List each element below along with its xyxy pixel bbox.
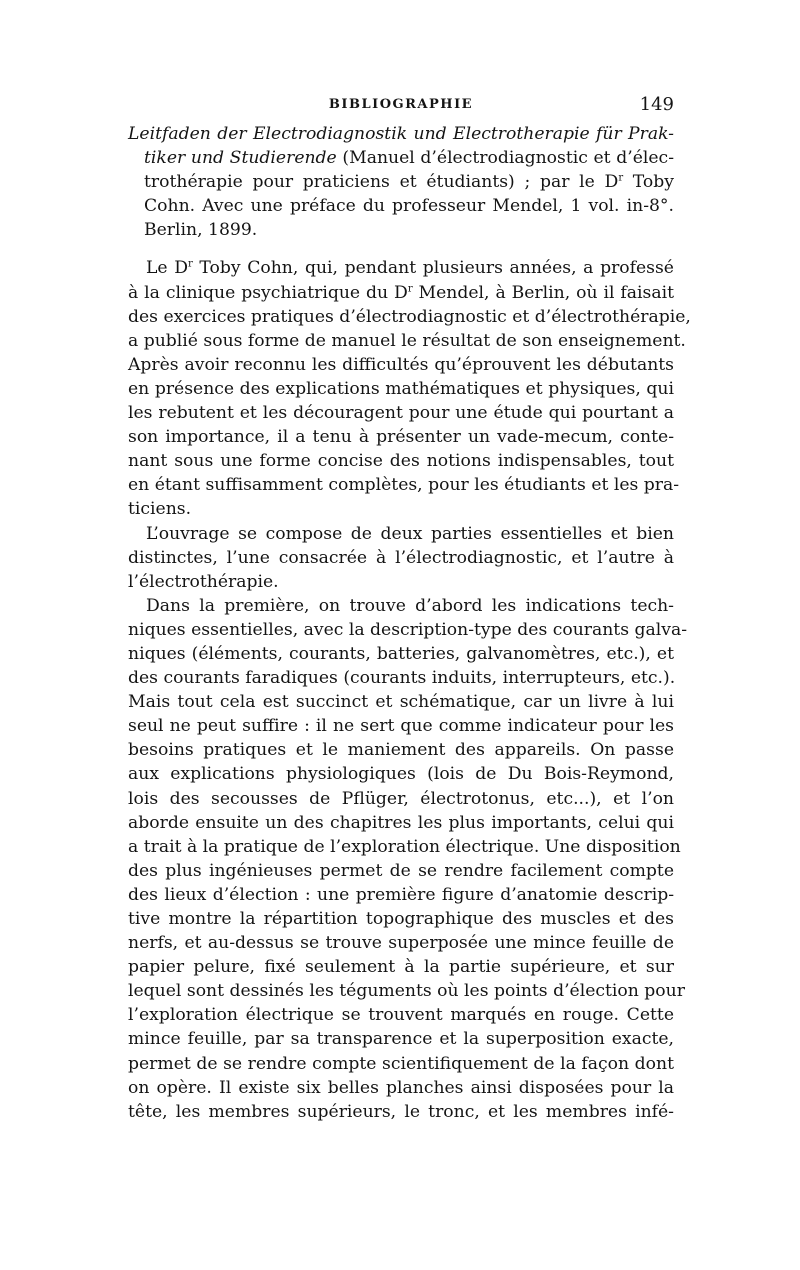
line-text: Toby [623,172,674,193]
text-line [128,497,674,521]
text-line [128,377,674,401]
spacer [128,242,674,256]
text-line [128,570,674,594]
text-line [128,594,674,618]
text-line [128,811,674,835]
text-line [128,146,674,170]
line-text: à la clinique psychiatrique du D [128,282,408,303]
text-line [128,907,674,931]
line-text: Après avoir reconnu les difficultés qu’éprouvent les débutants [128,354,674,375]
text-line [128,329,686,353]
text-line [128,353,674,377]
line-text: Cohn. Avec une préface du professeur Mendel, 1 vol. in-8°. [144,196,674,217]
line-text: Mais tout cela est succinct et schématique, car un livre à lui [128,692,674,713]
text-line [128,738,674,762]
bibliographic-entry [128,122,674,242]
page-number: 149 [639,94,674,115]
line-text: Mendel, à Berlin, où il faisait [412,282,674,303]
text-line [128,1100,674,1124]
line-text: des exercices pratiques d’électrodiagnostic et d’électrothérapie, [128,306,691,327]
line-text: aborde ensuite un des chapitres les plus importants, celui qui [128,812,674,833]
text-line [128,473,680,497]
line-text: Le D [146,258,188,279]
text-line [128,546,674,570]
line-text: (Manuel d’électrodiagnostic et d’élec- [336,148,674,169]
line-text: a publié sous forme de manuel le résultat de son enseignement. [128,330,686,351]
text-line [128,449,674,473]
line-text: lequel sont dessinés les téguments où les points d’élection pour [128,981,685,1002]
line-text: nant sous une forme concise des notions indispensables, tout [128,451,674,472]
line-text: distinctes, l’une consacrée à l’électrodiagnostic, et l’autre à [128,547,674,568]
text-line [128,1052,674,1076]
running-head [128,94,674,116]
text-line [128,642,674,666]
line-text: son importance, il a tenu à présenter un vade-mecum, conte- [128,427,674,448]
line-text: on opère. Il existe six belles planches ainsi disposées pour la [128,1077,674,1098]
text-line [128,666,674,690]
line-text: des lieux d’élection : une première figure d’anatomie descrip- [128,884,674,905]
line-text: en étant suffisamment complètes, pour les étudiants et les pra- [128,475,680,496]
text-line [128,401,674,425]
text-line [128,122,674,146]
line-text: les rebutent et les découragent pour une étude qui pourtant a [128,403,674,424]
running-title: BIBLIOGRAPHIE [328,97,474,112]
line-text: seul ne peut suffire : il ne sert que comme indicateur pour les [128,716,674,737]
line-text: permet de se rendre compte scientifiquement de la façon dont [128,1053,674,1074]
line-text: nerfs, et au-dessus se trouve superposée une mince feuille de [128,933,674,954]
line-text: en présence des explications mathématiques et physiques, qui [128,378,674,399]
text-line [128,859,674,883]
text-line [128,194,674,218]
line-text: besoins pratiques et le maniement des appareils. On passe [128,740,674,761]
line-text: des plus ingénieuses permet de se rendre facilement compte [128,860,674,881]
text-line [128,835,681,859]
italic-title: Leitfaden der Electrodiagnostik und Electrotherapie für Prak- [128,124,674,144]
page-body [128,122,691,1124]
line-text: mince feuille, par sa transparence et la superposition exacte, [128,1029,674,1050]
italic-title: tiker und Studierende [144,148,337,169]
line-text: niques essentielles, avec la description-type des courants galva- [128,619,688,640]
text-line [128,256,674,280]
text-line [128,979,685,1003]
text-line [128,787,674,811]
line-text: trothérapie pour praticiens et étudiants) ; par le D [144,172,619,193]
line-text: Berlin, 1899. [144,220,258,241]
line-text: niques (éléments, courants, batteries, galvanomètres, etc.), et [128,643,674,664]
text-line [128,883,674,907]
paragraph [128,256,691,521]
line-text: a trait à la pratique de l’exploration électrique. Une disposition [128,836,681,857]
line-text: papier pelure, fixé seulement à la partie supérieure, et sur [128,957,674,978]
text-line [128,1027,674,1051]
line-text: des courants faradiques (courants induits, interrupteurs, etc.). [128,668,676,689]
text-line [128,281,674,305]
text-line [128,522,674,546]
line-text: tive montre la répartition topographique des muscles et des [128,909,674,929]
text-line [128,690,674,714]
text-line [128,714,674,738]
text-line [128,931,674,955]
line-text: l’électrothérapie. [128,571,279,592]
text-line [128,618,688,642]
line-text: tête, les membres supérieurs, le tronc, et les membres infé- [128,1101,674,1122]
text-line [128,1003,674,1027]
line-text: Dans la première, on trouve d’abord les indications tech- [146,595,674,616]
line-text: l’exploration électrique se trouvent marqués en rouge. Cette [128,1005,674,1026]
line-text: Toby Cohn, qui, pendant plusieurs années, a professé [192,258,674,279]
line-text: lois des secousses de Pflüger, électrotonus, etc...), et l’on [128,788,674,809]
line-text: aux explications physiologiques (lois de Du Bois-Reymond, [128,764,674,785]
line-text: L’ouvrage se compose de deux parties essentielles et bien [146,523,674,544]
text-line [128,218,674,242]
superscript: r [188,258,193,270]
text-line [128,762,674,786]
text-line [128,170,674,194]
text-line [128,1076,674,1100]
text-line [128,425,674,449]
line-text: ticiens. [128,499,192,520]
text-line [128,305,691,329]
paragraph [128,522,674,594]
text-line [128,955,674,979]
paragraph [128,594,688,1124]
superscript: r [407,282,413,294]
superscript: r [618,172,624,184]
